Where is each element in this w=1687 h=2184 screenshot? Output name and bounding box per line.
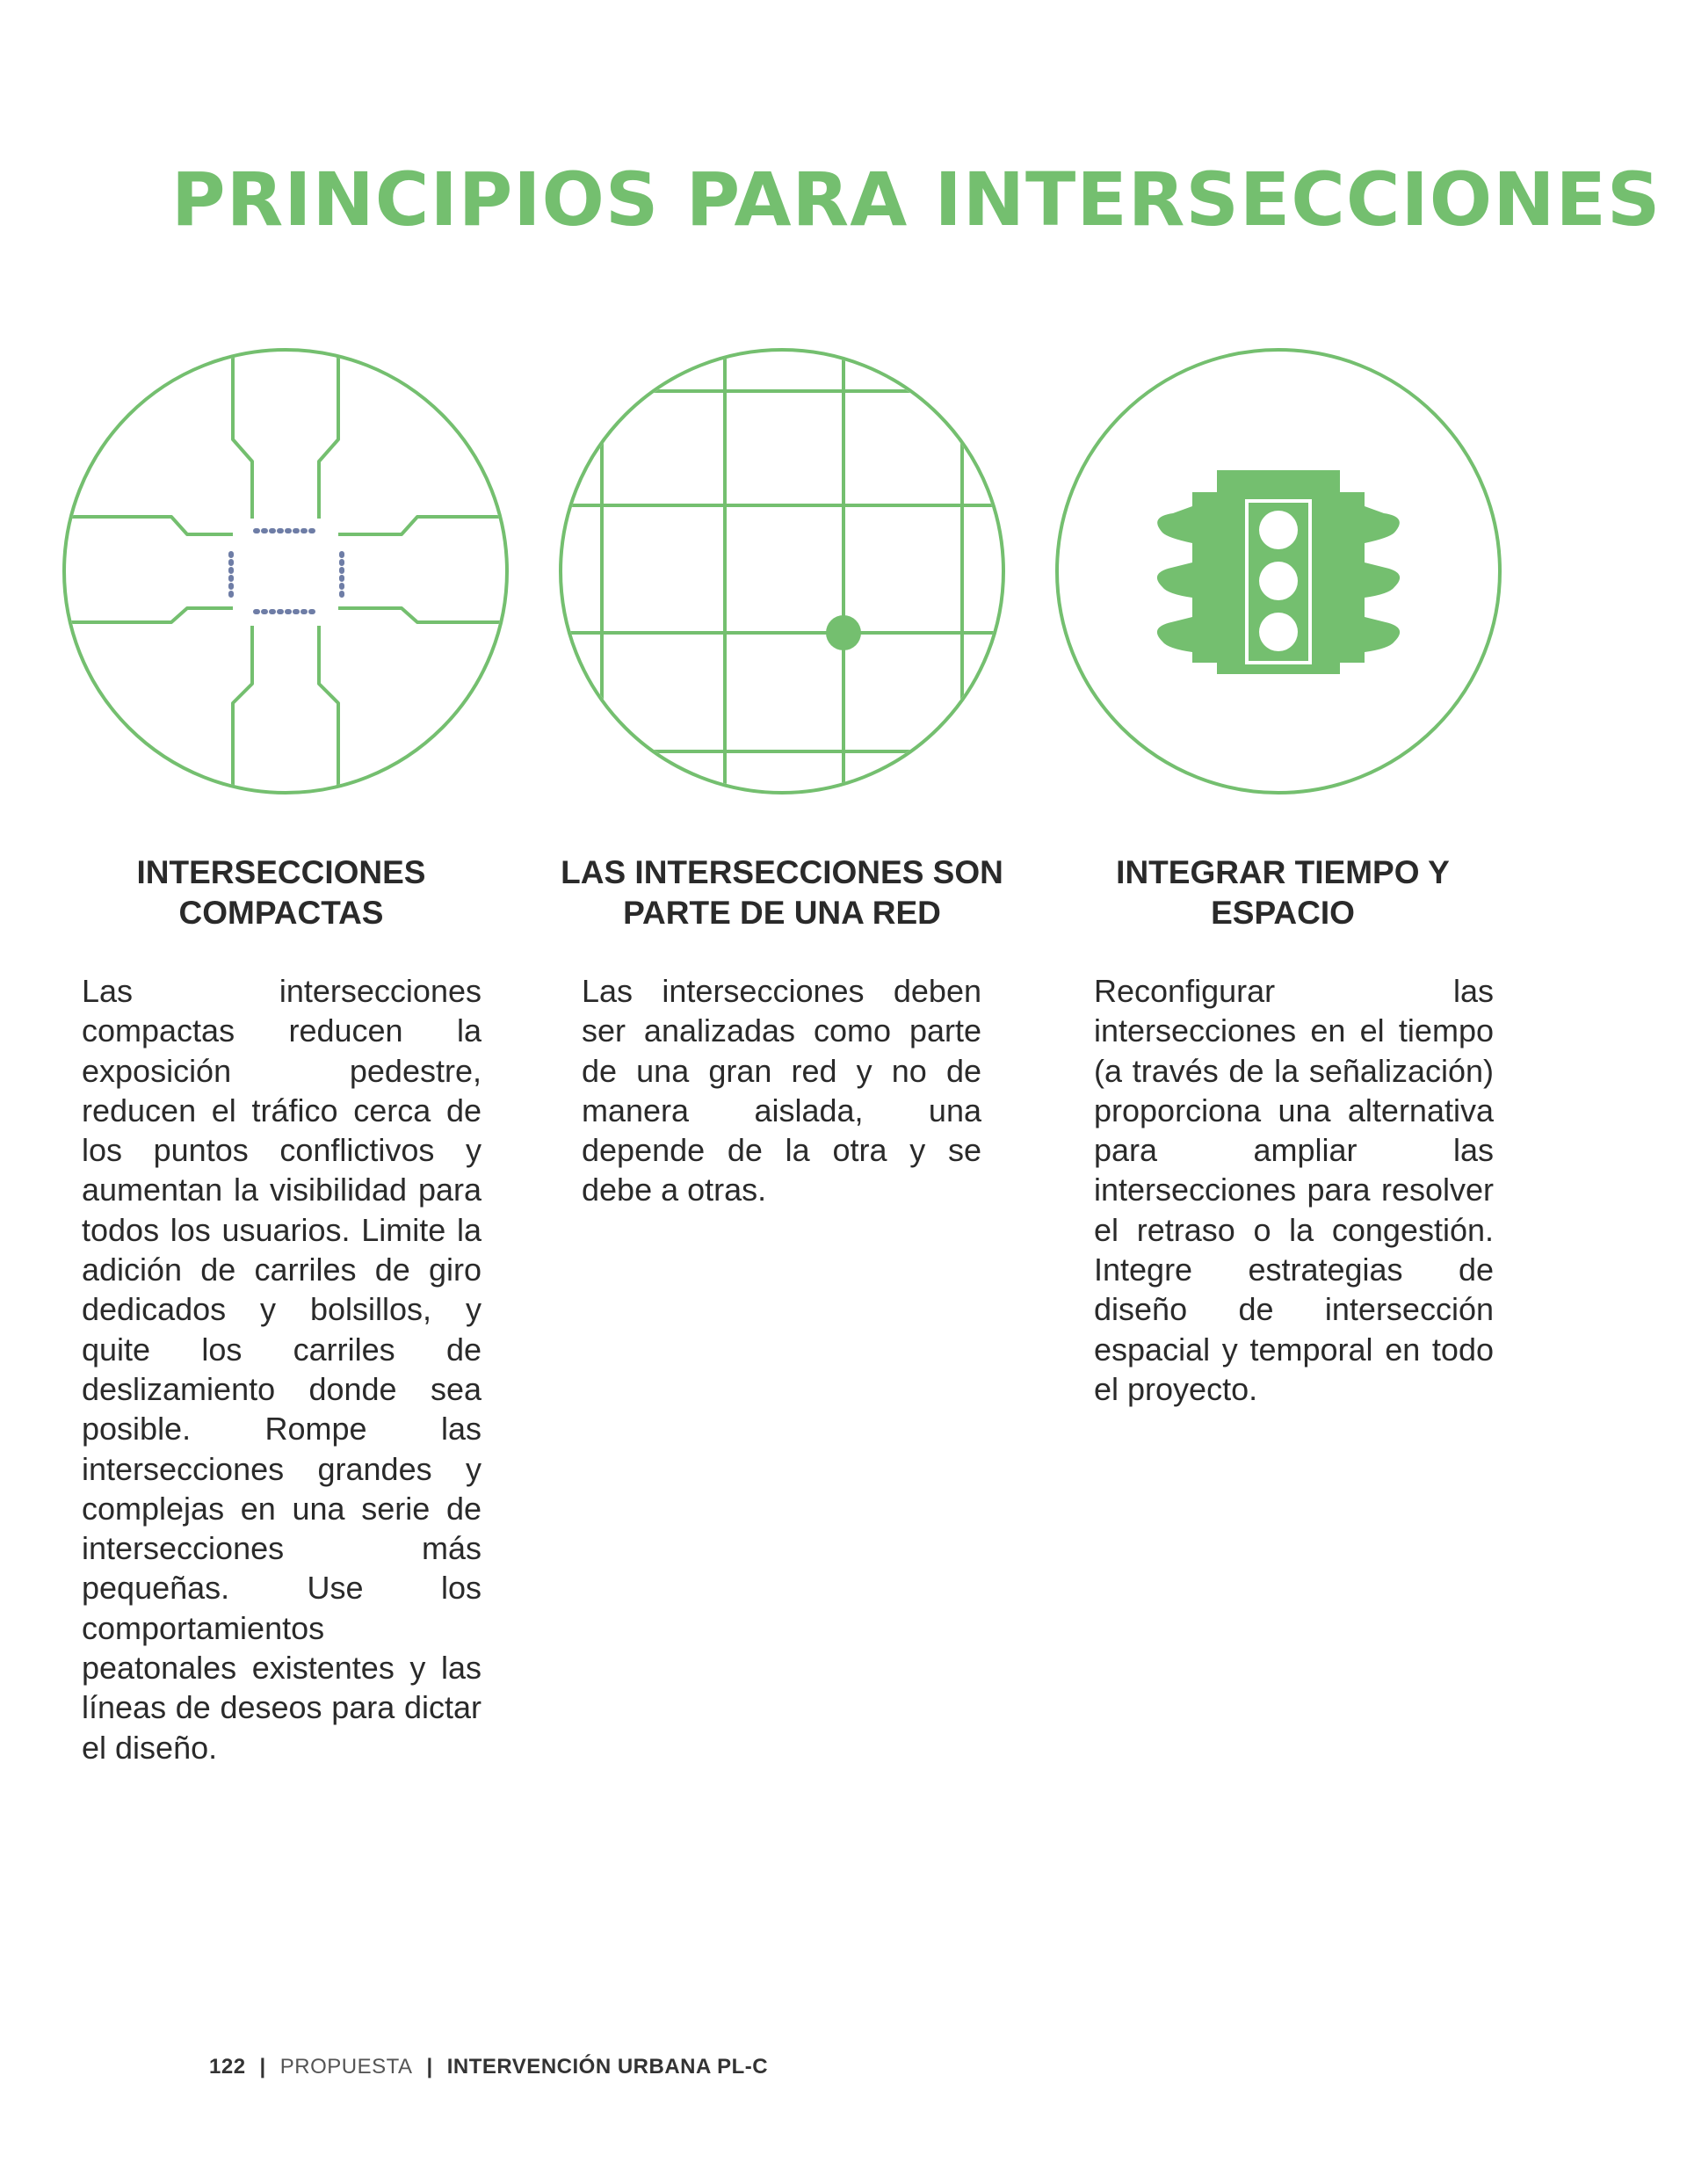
network-node-dot <box>826 615 861 650</box>
traffic-light-icon <box>1050 343 1507 800</box>
compact-intersection-icon <box>57 343 514 800</box>
footer-separator: | <box>259 2055 266 2079</box>
heading-time-and-space: INTEGRAR TIEMPO Y ESPACIO <box>1116 854 1450 931</box>
street-grid-network-icon <box>554 343 1010 800</box>
body-time-and-space: Reconfigurar las intersecciones en el tiempo (a través de la señalización) proporciona una alternativa para ampliar las intersecciones para resolver el retraso o la congestión. Integre estrategias de diseño de intersección espacial y temporal en todo el proyecto. <box>1094 973 1494 1407</box>
page-number: 122 <box>209 2055 246 2079</box>
traffic-light-drawing <box>1050 343 1507 800</box>
footer-document-title: INTERVENCIÓN URBANA PL-C <box>446 2055 769 2079</box>
body-intersections-network: Las intersecciones deben ser analizadas como parte de una gran red y no de manera aislada, una depende de la otra y se debe a otras. <box>582 973 981 1208</box>
page-title: PRINCIPIOS PARA INTERSECCIONES <box>171 156 1662 243</box>
heading-intersections-network: LAS INTERSECCIONES SON PARTE DE UNA RED <box>561 854 1003 931</box>
page-footer <box>209 2055 768 2079</box>
heading-compact-intersections: INTERSECCIONES COMPACTAS <box>136 854 426 931</box>
street-grid-drawing <box>554 343 1010 800</box>
compact-intersection-drawing <box>57 343 514 800</box>
body-compact-intersections: Las intersecciones compactas reducen la exposición pedestre, reducen el tráfico cerca de los puntos conflictivos y aumentan la visibilidad para todos los usuarios. Limite la adición de carriles de giro dedicados y bolsillos, y quite los carriles de deslizamiento donde sea posible. Rompe las intersecciones grandes y complejas en una serie de intersecciones más pequeñas. Use los comportamientos peatonales existentes y las líneas de deseos para dictar el diseño. <box>82 973 481 1766</box>
footer-section: PROPUESTA <box>279 2055 413 2079</box>
footer-separator: | <box>426 2055 433 2079</box>
